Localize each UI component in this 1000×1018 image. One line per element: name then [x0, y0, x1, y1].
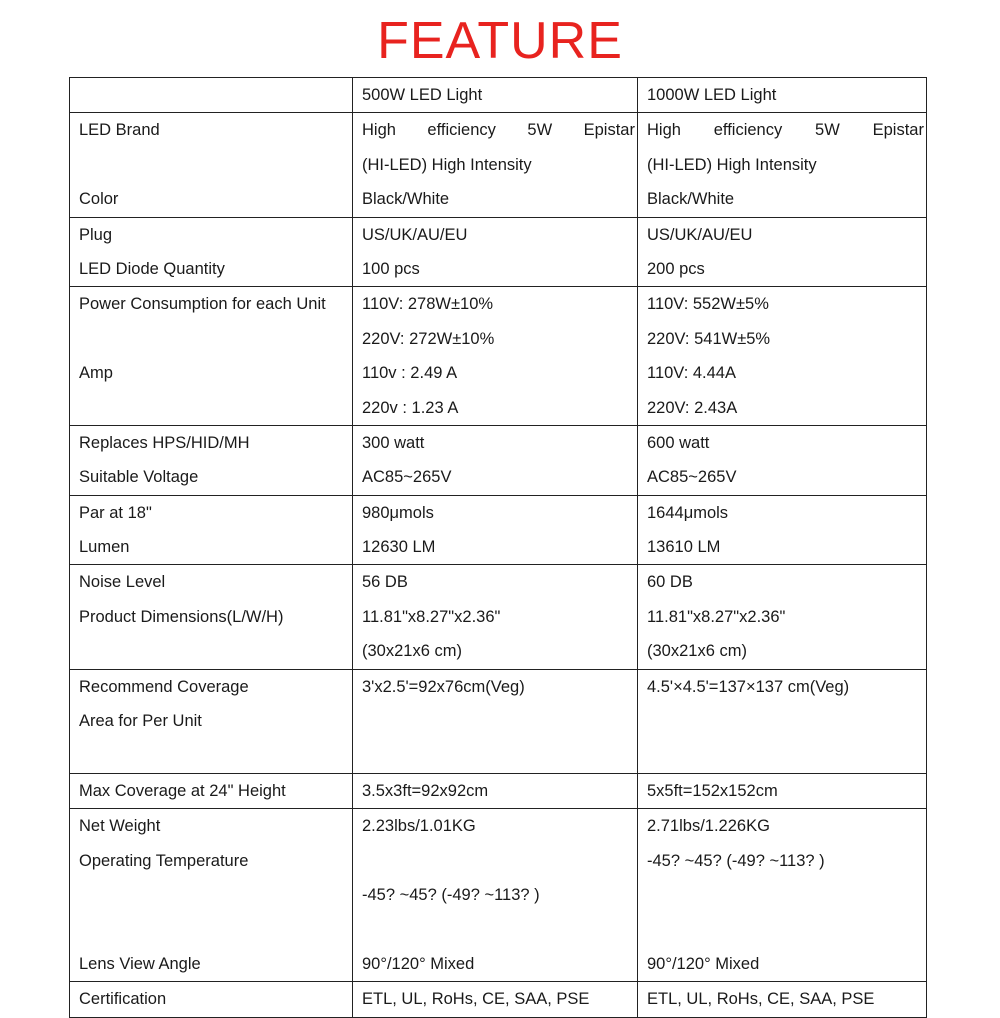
value-500w-cell: [353, 809, 638, 982]
spec-value: 110V: 552W±5%: [647, 295, 769, 314]
spec-label: Product Dimensions(L/W/H): [79, 607, 284, 626]
spacer: [362, 738, 637, 772]
value-1000w-cell: [638, 773, 927, 808]
word: efficiency: [427, 121, 496, 140]
spec-row: [70, 669, 927, 773]
spec-value: 3'x2.5'=92x76cm(Veg): [362, 677, 525, 696]
spec-value: 100 pcs: [362, 259, 420, 278]
spacer: [79, 878, 352, 912]
spacer: [647, 738, 926, 772]
spec-value: 90°/120° Mixed: [647, 954, 760, 973]
spec-value: 220V: 541W±5%: [647, 329, 771, 348]
spec-value: 56 DB: [362, 573, 408, 592]
header-1000w-label: 1000W LED Light: [647, 86, 777, 104]
spec-label: Replaces HPS/HID/MH: [79, 433, 250, 452]
label-cell: [70, 495, 353, 565]
spec-label: Color: [79, 190, 119, 209]
spec-row: [70, 495, 927, 565]
spacer: [362, 704, 637, 738]
header-cell-500w: [353, 78, 638, 113]
value-1000w-cell: [638, 565, 927, 669]
label-cell: [70, 287, 353, 426]
spacer: [79, 391, 352, 425]
spec-row: [70, 809, 927, 982]
spacer: [79, 912, 352, 946]
spec-value: [362, 113, 637, 147]
spec-value: -45? ~45? (-49? ~113? ): [362, 885, 540, 904]
spec-value: 110V: 4.44A: [647, 364, 736, 383]
label-cell: [70, 425, 353, 495]
spec-value: 11.81"x8.27"x2.36": [362, 607, 501, 626]
spec-value: 110v : 2.49 A: [362, 364, 458, 383]
spec-value: 220V: 2.43A: [647, 398, 738, 417]
value-1000w-cell: [638, 113, 927, 217]
spec-value: 110V: 278W±10%: [362, 295, 494, 314]
word: High: [362, 121, 396, 140]
spacer: [79, 322, 352, 356]
spacer: [79, 738, 352, 772]
spec-value: 220v : 1.23 A: [362, 398, 459, 417]
label-cell: [70, 809, 353, 982]
spacer: [647, 912, 926, 946]
spec-value: 60 DB: [647, 573, 693, 592]
word: Epistar: [872, 121, 924, 140]
spec-value: (HI-LED) High Intensity: [362, 155, 532, 174]
value-1000w-cell: [638, 669, 927, 773]
word: efficiency: [713, 121, 783, 140]
label-cell: [70, 565, 353, 669]
header-row: [70, 78, 927, 113]
spacer: [362, 844, 637, 878]
spec-value: -45? ~45? (-49? ~113? ): [647, 851, 825, 870]
spec-value: 2.23lbs/1.01KG: [362, 817, 476, 836]
spec-row: [70, 425, 927, 495]
value-500w-cell: [353, 495, 638, 565]
spec-value: 5x5ft=152x152cm: [647, 781, 778, 800]
spec-value: AC85~265V: [647, 468, 737, 487]
value-1000w-cell: [638, 425, 927, 495]
spec-value: [647, 113, 926, 147]
spec-value: 300 watt: [362, 433, 425, 452]
spec-value: 90°/120° Mixed: [362, 954, 475, 973]
spec-table: [69, 77, 927, 1018]
spec-value: 980μmols: [362, 503, 434, 522]
label-cell: [70, 113, 353, 217]
spec-row: [70, 982, 927, 1017]
spec-value: (HI-LED) High Intensity: [647, 155, 817, 174]
spec-value: US/UK/AU/EU: [362, 225, 468, 244]
spec-value: 3.5x3ft=92x92cm: [362, 781, 489, 800]
label-cell: [70, 982, 353, 1017]
spec-label: Operating Temperature: [79, 851, 249, 870]
header-500w-label: 500W LED Light: [362, 86, 483, 104]
word: 5W: [815, 121, 840, 140]
label-cell: [70, 669, 353, 773]
spec-label: Lumen: [79, 538, 130, 557]
spec-label: Area for Per Unit: [79, 712, 202, 731]
value-500w-cell: [353, 113, 638, 217]
value-500w-cell: [353, 773, 638, 808]
value-1000w-cell: [638, 287, 927, 426]
spacer: [647, 704, 926, 738]
label-cell: [70, 773, 353, 808]
spec-table-body: [70, 78, 927, 1018]
value-1000w-cell: [638, 809, 927, 982]
spec-value: (30x21x6 cm): [647, 642, 747, 661]
spec-value: (30x21x6 cm): [362, 642, 462, 661]
spacer: [362, 912, 637, 946]
value-500w-cell: [353, 982, 638, 1017]
spec-row: [70, 217, 927, 287]
spacer: [79, 634, 352, 668]
header-cell-1000w: [638, 78, 927, 113]
header-cell-label: [70, 78, 353, 113]
spec-value: US/UK/AU/EU: [647, 225, 753, 244]
word: 5W: [527, 121, 553, 140]
spec-label: Recommend Coverage: [79, 677, 249, 696]
spec-label: Max Coverage at 24" Height: [79, 781, 286, 800]
spec-label: Certification: [79, 990, 167, 1009]
spec-value: 200 pcs: [647, 259, 705, 278]
value-500w-cell: [353, 669, 638, 773]
spec-label: LED Brand: [79, 121, 160, 140]
spec-label: Power Consumption for each Unit: [79, 295, 326, 314]
word: Epistar: [583, 121, 635, 140]
spec-value: 2.71lbs/1.226KG: [647, 817, 770, 836]
spec-value: 1644μmols: [647, 503, 729, 522]
spec-label: Plug: [79, 225, 113, 244]
spec-row: [70, 287, 927, 426]
spec-label: Lens View Angle: [79, 954, 201, 973]
value-1000w-cell: [638, 495, 927, 565]
spec-value: ETL, UL, RoHs, CE, SAA, PSE: [647, 990, 875, 1009]
value-500w-cell: [353, 287, 638, 426]
spec-label: Par at 18": [79, 503, 152, 522]
spec-label: Noise Level: [79, 573, 166, 592]
value-500w-cell: [353, 565, 638, 669]
spec-row: [70, 773, 927, 808]
page-title: FEATURE: [377, 12, 623, 70]
spec-value: 11.81"x8.27"x2.36": [647, 607, 786, 626]
spec-value: 4.5'×4.5'=137×137 cm(Veg): [647, 677, 850, 696]
spec-label: Amp: [79, 364, 113, 383]
spec-row: [70, 113, 927, 217]
spec-row: [70, 565, 927, 669]
spec-value: 220V: 272W±10%: [362, 329, 495, 348]
spec-value: ETL, UL, RoHs, CE, SAA, PSE: [362, 990, 590, 1009]
spec-value: 13610 LM: [647, 538, 721, 557]
spec-label: Suitable Voltage: [79, 468, 199, 487]
spacer: [79, 148, 352, 182]
spec-label: Net Weight: [79, 817, 161, 836]
word: High: [647, 121, 681, 140]
spec-label: LED Diode Quantity: [79, 259, 225, 278]
spec-value: 600 watt: [647, 433, 710, 452]
value-500w-cell: [353, 217, 638, 287]
value-1000w-cell: [638, 217, 927, 287]
spec-value: Black/White: [647, 190, 735, 209]
spec-value: Black/White: [362, 190, 450, 209]
spec-value: 12630 LM: [362, 538, 436, 557]
spacer: [647, 878, 926, 912]
value-1000w-cell: [638, 982, 927, 1017]
value-500w-cell: [353, 425, 638, 495]
spec-value: AC85~265V: [362, 468, 452, 487]
label-cell: [70, 217, 353, 287]
